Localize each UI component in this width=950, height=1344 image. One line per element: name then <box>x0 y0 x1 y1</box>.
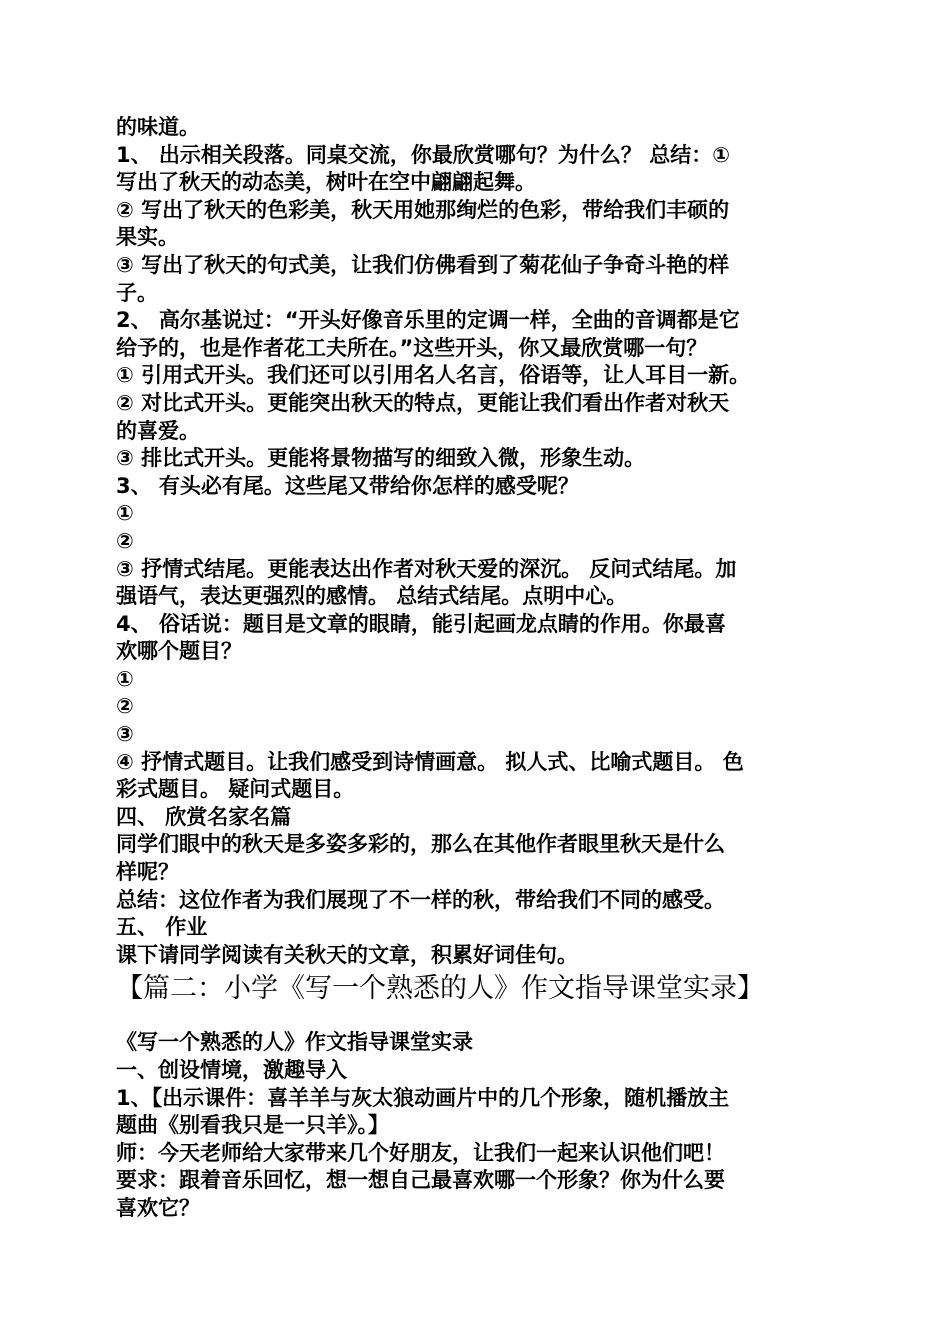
section-title-appreciation: 四、 欣赏名家名篇 <box>116 804 292 829</box>
text-line: 1、 出示相关段落。同桌交流，你最欣赏哪句？为什么？ 总结：① <box>116 142 731 167</box>
text-line: 欢哪个题目？ <box>116 639 242 664</box>
text-line: 要求：跟着音乐回忆，想一想自己最喜欢哪一个形象？你为什么要 <box>116 1168 725 1193</box>
text-line: 给予的，也是作者花工夫所在。”这些开头，你又最欣赏哪一句？ <box>116 335 708 360</box>
text-line: 彩式题目。 疑问式题目。 <box>116 777 355 802</box>
text-line: 同学们眼中的秋天是多姿多彩的，那么在其他作者眼里秋天是什么 <box>116 832 725 857</box>
text-line: 果实。 <box>116 225 179 250</box>
text-line: 写出了秋天的动态美，树叶在空中翩翩起舞。 <box>116 170 536 195</box>
text-line: ④ 抒情式题目。让我们感受到诗情画意。 拟人式、比喻式题目。 色 <box>116 749 744 774</box>
spacer <box>116 1007 836 1029</box>
text-line: 1、【出示课件：喜羊羊与灰太狼动画片中的几个形象，随机播放主 <box>116 1085 730 1110</box>
lesson-title: 《写一个熟悉的人》作文指导课堂实录 <box>116 1030 473 1055</box>
text-line: ③ 抒情式结尾。更能表达出作者对秋天爱的深沉。 反问式结尾。加 <box>116 556 737 581</box>
text-line: 样呢？ <box>116 860 179 885</box>
text-line: 总结：这位作者为我们展现了不一样的秋，带给我们不同的感受。 <box>116 887 725 912</box>
text-line: ② <box>116 528 134 553</box>
text-line: 子。 <box>116 280 158 305</box>
text-line: ② 对比式开头。更能突出秋天的特点，更能让我们看出作者对秋天 <box>116 390 730 415</box>
chapter-heading: 【篇二：小学《写一个熟悉的人》作文指导课堂实录】 <box>116 973 764 1005</box>
text-line: ① <box>116 666 134 691</box>
text-line: 题曲《别看我只是一只羊》。】 <box>116 1113 389 1138</box>
document-body <box>116 114 836 1223</box>
section-title-homework: 五、 作业 <box>116 915 208 940</box>
text-line: 强语气，表达更强烈的感情。 总结式结尾。点明中心。 <box>116 584 628 609</box>
text-line: ③ <box>116 722 134 747</box>
text-line: 的味道。 <box>116 115 200 139</box>
section-title-intro: 一、创设情境，激趣导入 <box>116 1058 347 1082</box>
text-line: 4、 俗话说：题目是文章的眼睛，能引起画龙点睛的作用。你最喜 <box>116 611 726 636</box>
text-line: 3、 有头必有尾。这些尾又带给你怎样的感受呢？ <box>116 473 579 498</box>
text-line: ② <box>116 694 134 719</box>
text-line: 课下请同学阅读有关秋天的文章，积累好词佳句。 <box>116 942 578 967</box>
text-line: ① 引用式开头。我们还可以引用名人名言，俗语等，让人耳目一新。 <box>116 363 751 388</box>
text-line: ③ 排比式开头。更能将景物描写的细致入微，形象生动。 <box>116 446 646 471</box>
text-line: 师：今天老师给大家带来几个好朋友，让我们一起来认识他们吧！ <box>116 1140 725 1165</box>
text-line: ① <box>116 501 134 526</box>
text-line: 喜欢它？ <box>116 1195 200 1220</box>
text-line: 的喜爱。 <box>116 418 200 443</box>
text-line: ② 写出了秋天的色彩美，秋天用她那绚烂的色彩，带给我们丰硕的 <box>116 197 730 222</box>
text-line: 2、 高尔基说过：“开头好像音乐里的定调一样，全曲的音调都是它 <box>116 308 740 333</box>
text-line: ③ 写出了秋天的句式美，让我们仿佛看到了菊花仙子争奇斗艳的样 <box>116 252 730 277</box>
